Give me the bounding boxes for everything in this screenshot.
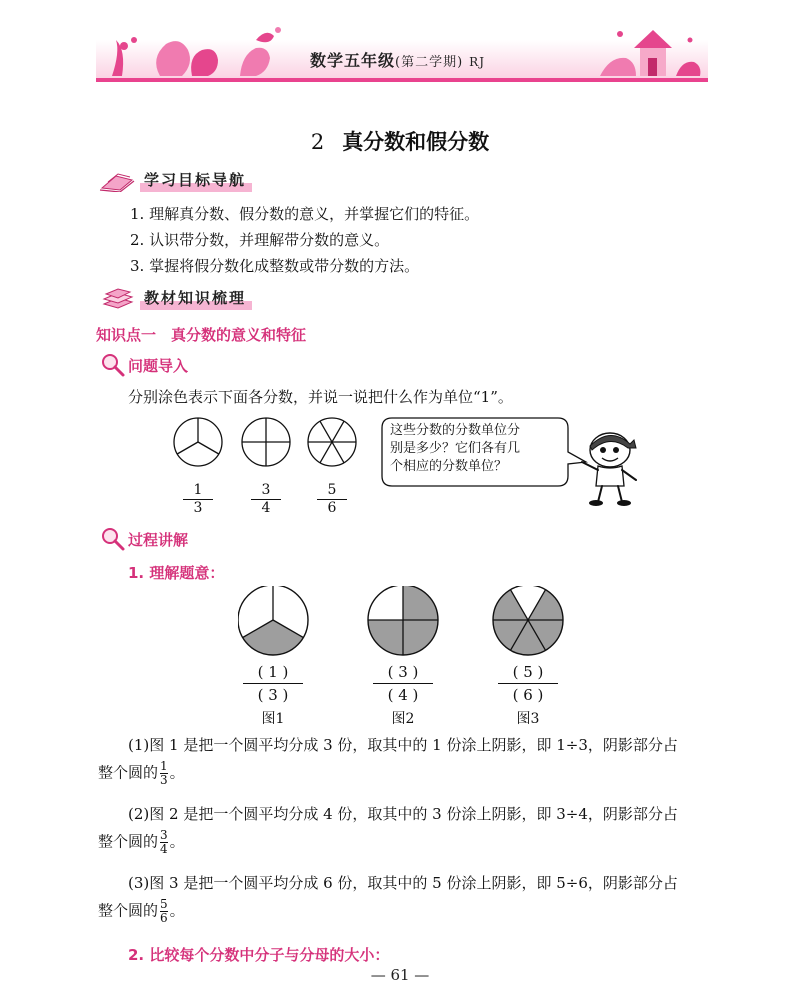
explanation-3-line-2: 整个圆的 $\frac{5}{6}$ 。 (98, 897, 185, 925)
figure-3-circle (493, 586, 563, 655)
lesson-title (0, 126, 800, 156)
goal-item: 1. 理解真分数、假分数的意义，并掌握它们的特征。 (130, 205, 480, 223)
cartoon-character (576, 426, 644, 506)
book-icon (98, 168, 138, 192)
blank-circles (172, 414, 372, 470)
circle-thirds (174, 418, 222, 466)
intro-heading: 问题导入 (100, 352, 188, 378)
step-two-title: 2. 比较每个分数中分子与分母的大小： (128, 946, 390, 964)
bubble-text: 这些分数的分数单位分 别是多少？它们各有几 个相应的分数单位？ (390, 423, 521, 474)
explanation-2-line-1: (2)图 2 是把一个圆平均分成 4 份，取其中的 3 份涂上阴影，即 3÷4，阴影部分占 (128, 805, 678, 823)
figure-1-label: 图1 (261, 711, 285, 727)
circle-sixths (308, 418, 356, 466)
step-one-title: 1. 理解题意： (128, 564, 225, 582)
goal-item: 2. 认识带分数，并理解带分数的意义。 (130, 231, 390, 249)
knowledge-point-title: 知识点一 真分数的意义和特征 (96, 326, 307, 344)
goal-item: 3. 掌握将假分数化成整数或带分数的方法。 (130, 257, 420, 275)
goals-heading: 学习目标导航 (98, 168, 252, 192)
magnifier-icon (100, 526, 126, 552)
fraction-one-third: $\frac{1}{3}$ (183, 482, 213, 517)
figure-1-circle (238, 586, 308, 655)
magnifier-icon (100, 352, 126, 378)
books-stack-icon (98, 286, 138, 310)
page-number: — 61 — (370, 966, 430, 984)
fraction-three-quarters: $\frac{3}{4}$ (251, 482, 281, 517)
lesson-name: 真分数和假分数 (342, 130, 490, 154)
knowledge-heading: 教材知识梳理 (98, 286, 252, 310)
explanation-1-line-1: (1)图 1 是把一个圆平均分成 3 份，取其中的 1 份涂上阴影，即 1÷3，阴影部分占 (128, 736, 678, 754)
fraction-five-sixths: $\frac{5}{6}$ (317, 482, 347, 517)
book-term: (第二学期) (395, 55, 464, 70)
explanation-3-line-1: (3)图 3 是把一个圆平均分成 6 份，取其中的 5 份涂上阴影，即 5÷6，阴影部分占 (128, 874, 678, 892)
answer-fraction-3: ( 5 ) ( 6 ) (493, 662, 563, 705)
intro-prompt: 分别涂色表示下面各分数，并说一说把什么作为单位“1”。 (128, 388, 513, 406)
figure-3-label: 图3 (516, 711, 540, 727)
explanation-2-line-2: 整个圆的 $\frac{3}{4}$ 。 (98, 828, 185, 856)
answer-fraction-2: ( 3 ) ( 4 ) (368, 662, 438, 705)
explanation-1-line-2: 整个圆的 $\frac{1}{3}$ 。 (98, 759, 185, 787)
book-title: 数学五年级(第二学期) RJ (310, 51, 486, 70)
figure-2-label: 图2 (391, 711, 415, 727)
shaded-circles (238, 586, 568, 656)
circle-quarters (242, 418, 290, 466)
header-rule (96, 78, 708, 82)
lesson-number: 2 (310, 130, 325, 154)
figure-2-circle (368, 586, 438, 655)
process-heading: 过程讲解 (100, 526, 188, 552)
book-edition: RJ (469, 55, 486, 69)
answer-fraction-1: ( 1 ) ( 3 ) (238, 662, 308, 705)
